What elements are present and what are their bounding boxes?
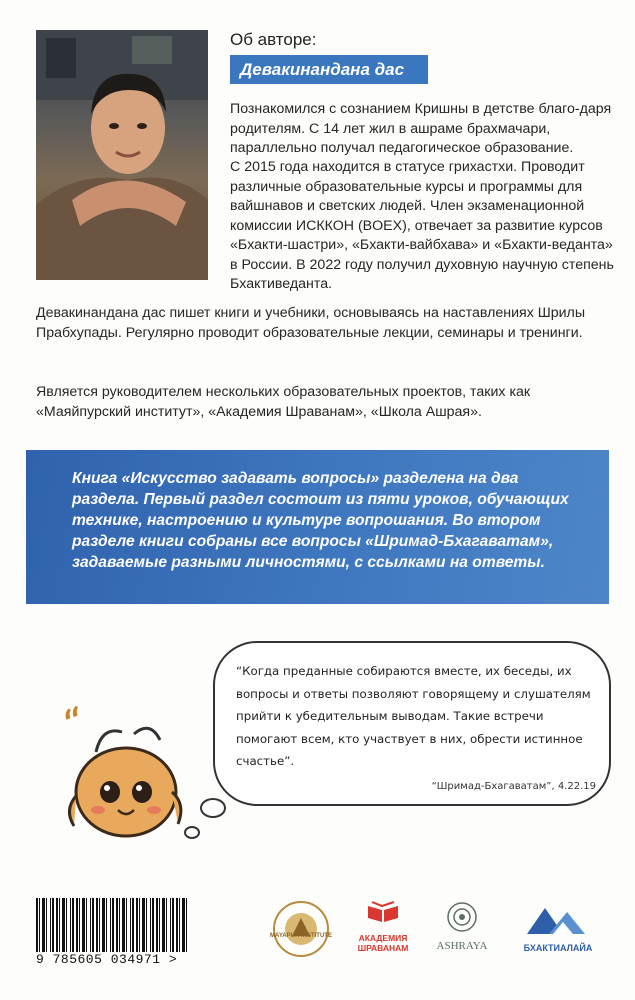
svg-text:“: “ [58, 699, 91, 744]
bubble-tail-circle [184, 826, 200, 839]
author-bio-paragraph: С 2015 года находится в статусе грихастхи. Проводит различные образовательные курсы и программы для вайшнавов и светских людей. Член экзаменационной комиссии ИСККОН (BOEX), отвечает за развитие курсов «Бхакти-шастри», «Бхакти-вайбхава» и «Бхакти-веданта» в России. В 2022 году получил духовную научную степень Бхактиведанта. [230, 159, 614, 292]
bhaktilaya-logo [512, 902, 604, 953]
book-icon [366, 900, 400, 924]
shravanam-academy-logo [352, 900, 414, 953]
isbn-number: 9 785605 034971 > [36, 952, 178, 967]
mayapur-emblem-icon [270, 898, 332, 960]
quote-source: “Шримад-Бхагаватам”, 4.22.19 [431, 781, 596, 792]
author-bio-paragraph: Является руководителем нескольких образовательных проектов, таких как «Маяйпурский институт», «Академия Шраванам», «Школа Ашрая». [36, 384, 531, 420]
mascot-character-illustration [58, 699, 182, 840]
author-portrait-illustration [36, 30, 208, 280]
bhaktilaya-logo-text: БХАКТИАЛАЙА [523, 943, 593, 953]
ashraya-logo [430, 900, 494, 951]
mountains-icon [523, 902, 593, 936]
mayapur-institute-logo [270, 898, 332, 960]
author-name-badge: Девакинандана дас [230, 55, 428, 84]
book-description-banner [26, 450, 609, 604]
author-bio-paragraph: Познакомился с сознанием Кришны в детстве благо-даря родителям. С 14 лет жил в ашраме брахмачари, параллельно получал педагогическое образование. [230, 101, 612, 156]
bubble-tail-circle [200, 798, 226, 818]
ashraya-emblem-icon [445, 900, 479, 934]
shravanam-logo-line-1: АКАДЕМИЯ [358, 933, 408, 943]
author-section-label: Об авторе: [230, 30, 317, 49]
barcode [36, 898, 188, 952]
ashraya-logo-text: ASHRAYA [436, 940, 488, 952]
quote-text: “Когда преданные собираются вместе, их беседы, их вопросы и ответы позволяют говорящему и слушателям прийти к убедительным выводам. Такие встречи помогают всем, кто участвует в них, обрести истинное счастье”. [236, 664, 591, 768]
author-photo [36, 30, 208, 280]
shravanam-logo-line-2: ШРАВАНАМ [357, 943, 409, 953]
book-description-text: Книга «Искусство задавать вопросы» разделена на два раздела. Первый раздел состоит из пяти уроков, обучающих технике, настроению и культуре вопрошания. Во втором разделе книги собраны все вопросы «Шримад-Бхагаватам», задаваемые разными личностями, с ссылками на ответы. [72, 470, 569, 571]
mayapur-logo-text: MAYAPUR INSTITUTE [270, 933, 332, 939]
author-bio-paragraph: Девакинандана дас пишет книги и учебники, основываясь на наставлениях Шрилы Прабхупады. Регулярно проводит образовательные лекции, семинары и тренинги. [36, 305, 586, 341]
